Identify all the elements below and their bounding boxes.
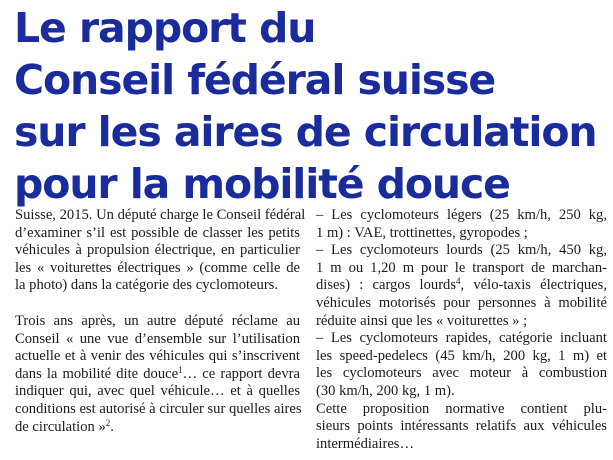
text-line: les « voiturettes électriques » (comme celle de: [15, 259, 300, 276]
title-line: sur les aires de circulation: [14, 108, 597, 156]
text-line: intermédiaires…: [316, 435, 415, 452]
left-column: [15, 207, 306, 436]
text-line: indiquer qui, avec quel véhicule… et à quelles: [15, 383, 300, 400]
right-column: [316, 207, 607, 453]
text-line: sieurs points intéressants relatifs aux véhicules: [316, 418, 607, 435]
footnote-ref: 2: [105, 417, 111, 428]
text-line: [316, 277, 607, 295]
text-line: les cyclomoteurs avec moteur à combustion: [316, 365, 607, 382]
footnote-ref: 4: [456, 276, 461, 287]
text-line: Suisse, 2015. Un député charge le Conseil fédéral: [15, 207, 306, 223]
text-line: 1 m) : VAE, trottinettes, gyropodes ;: [316, 224, 528, 241]
text-line: – Les cyclomoteurs lourds (25 km/h, 450 kg,: [316, 242, 607, 259]
text-line: Conseil « une vue d’ensemble sur l’utilisation: [15, 330, 300, 347]
title-line: pour la mobilité douce: [14, 160, 510, 208]
text-line: – Les cyclomoteurs légers (25 km/h, 250 kg,: [316, 207, 607, 223]
text-line: véhicules motorisés pour personnes à mobilité: [316, 294, 607, 311]
footnote-ref: 1: [178, 364, 183, 375]
text-line: réduite ainsi que les « voiturettes » ;: [316, 312, 528, 329]
text-line: d’examiner s’il est possible de classer les petits: [15, 224, 300, 241]
title-line: Le rapport du: [14, 4, 316, 52]
paragraph-intro: [15, 207, 306, 295]
text-fragment: … ce rapport devra: [182, 365, 300, 382]
text-line: – Les cyclomoteurs rapides, catégorie incluant: [316, 330, 607, 347]
paragraph-request: [15, 313, 300, 436]
paragraph-categories: [316, 207, 607, 453]
text-line: conditions est autorisé à circuler sur quelles aires: [15, 400, 302, 417]
text-fragment: dans la mobilité dite douce: [15, 365, 179, 382]
text-line: actuelle et à venir des véhicules qui s’inscrivent: [15, 348, 300, 365]
text-fragment: de circulation »: [15, 418, 106, 435]
article-title: [14, 2, 609, 210]
text-fragment: dises) : cargos lourds: [316, 277, 457, 294]
title-line: Conseil fédéral suisse: [14, 56, 496, 104]
text-line: les speed-pedelecs (45 km/h, 200 kg, 1 m) et: [316, 347, 607, 364]
text-line: Trois ans après, un autre député réclame au: [15, 312, 300, 329]
text-fragment: , vélo-taxis électriques,: [460, 277, 607, 294]
text-line: [15, 419, 300, 437]
text-line: 1 m ou 1,20 m pour le transport de marchan-: [316, 259, 607, 276]
text-line: [15, 366, 300, 384]
text-line: véhicules à propulsion électrique, en particulier: [15, 242, 300, 259]
text-fragment: .: [110, 418, 114, 435]
text-line: Cette proposition normative contient plu-: [316, 400, 607, 417]
text-line: la photo) dans la catégorie des cyclomoteurs.: [15, 277, 279, 294]
text-line: (30 km/h, 200 kg, 1 m).: [316, 382, 455, 399]
